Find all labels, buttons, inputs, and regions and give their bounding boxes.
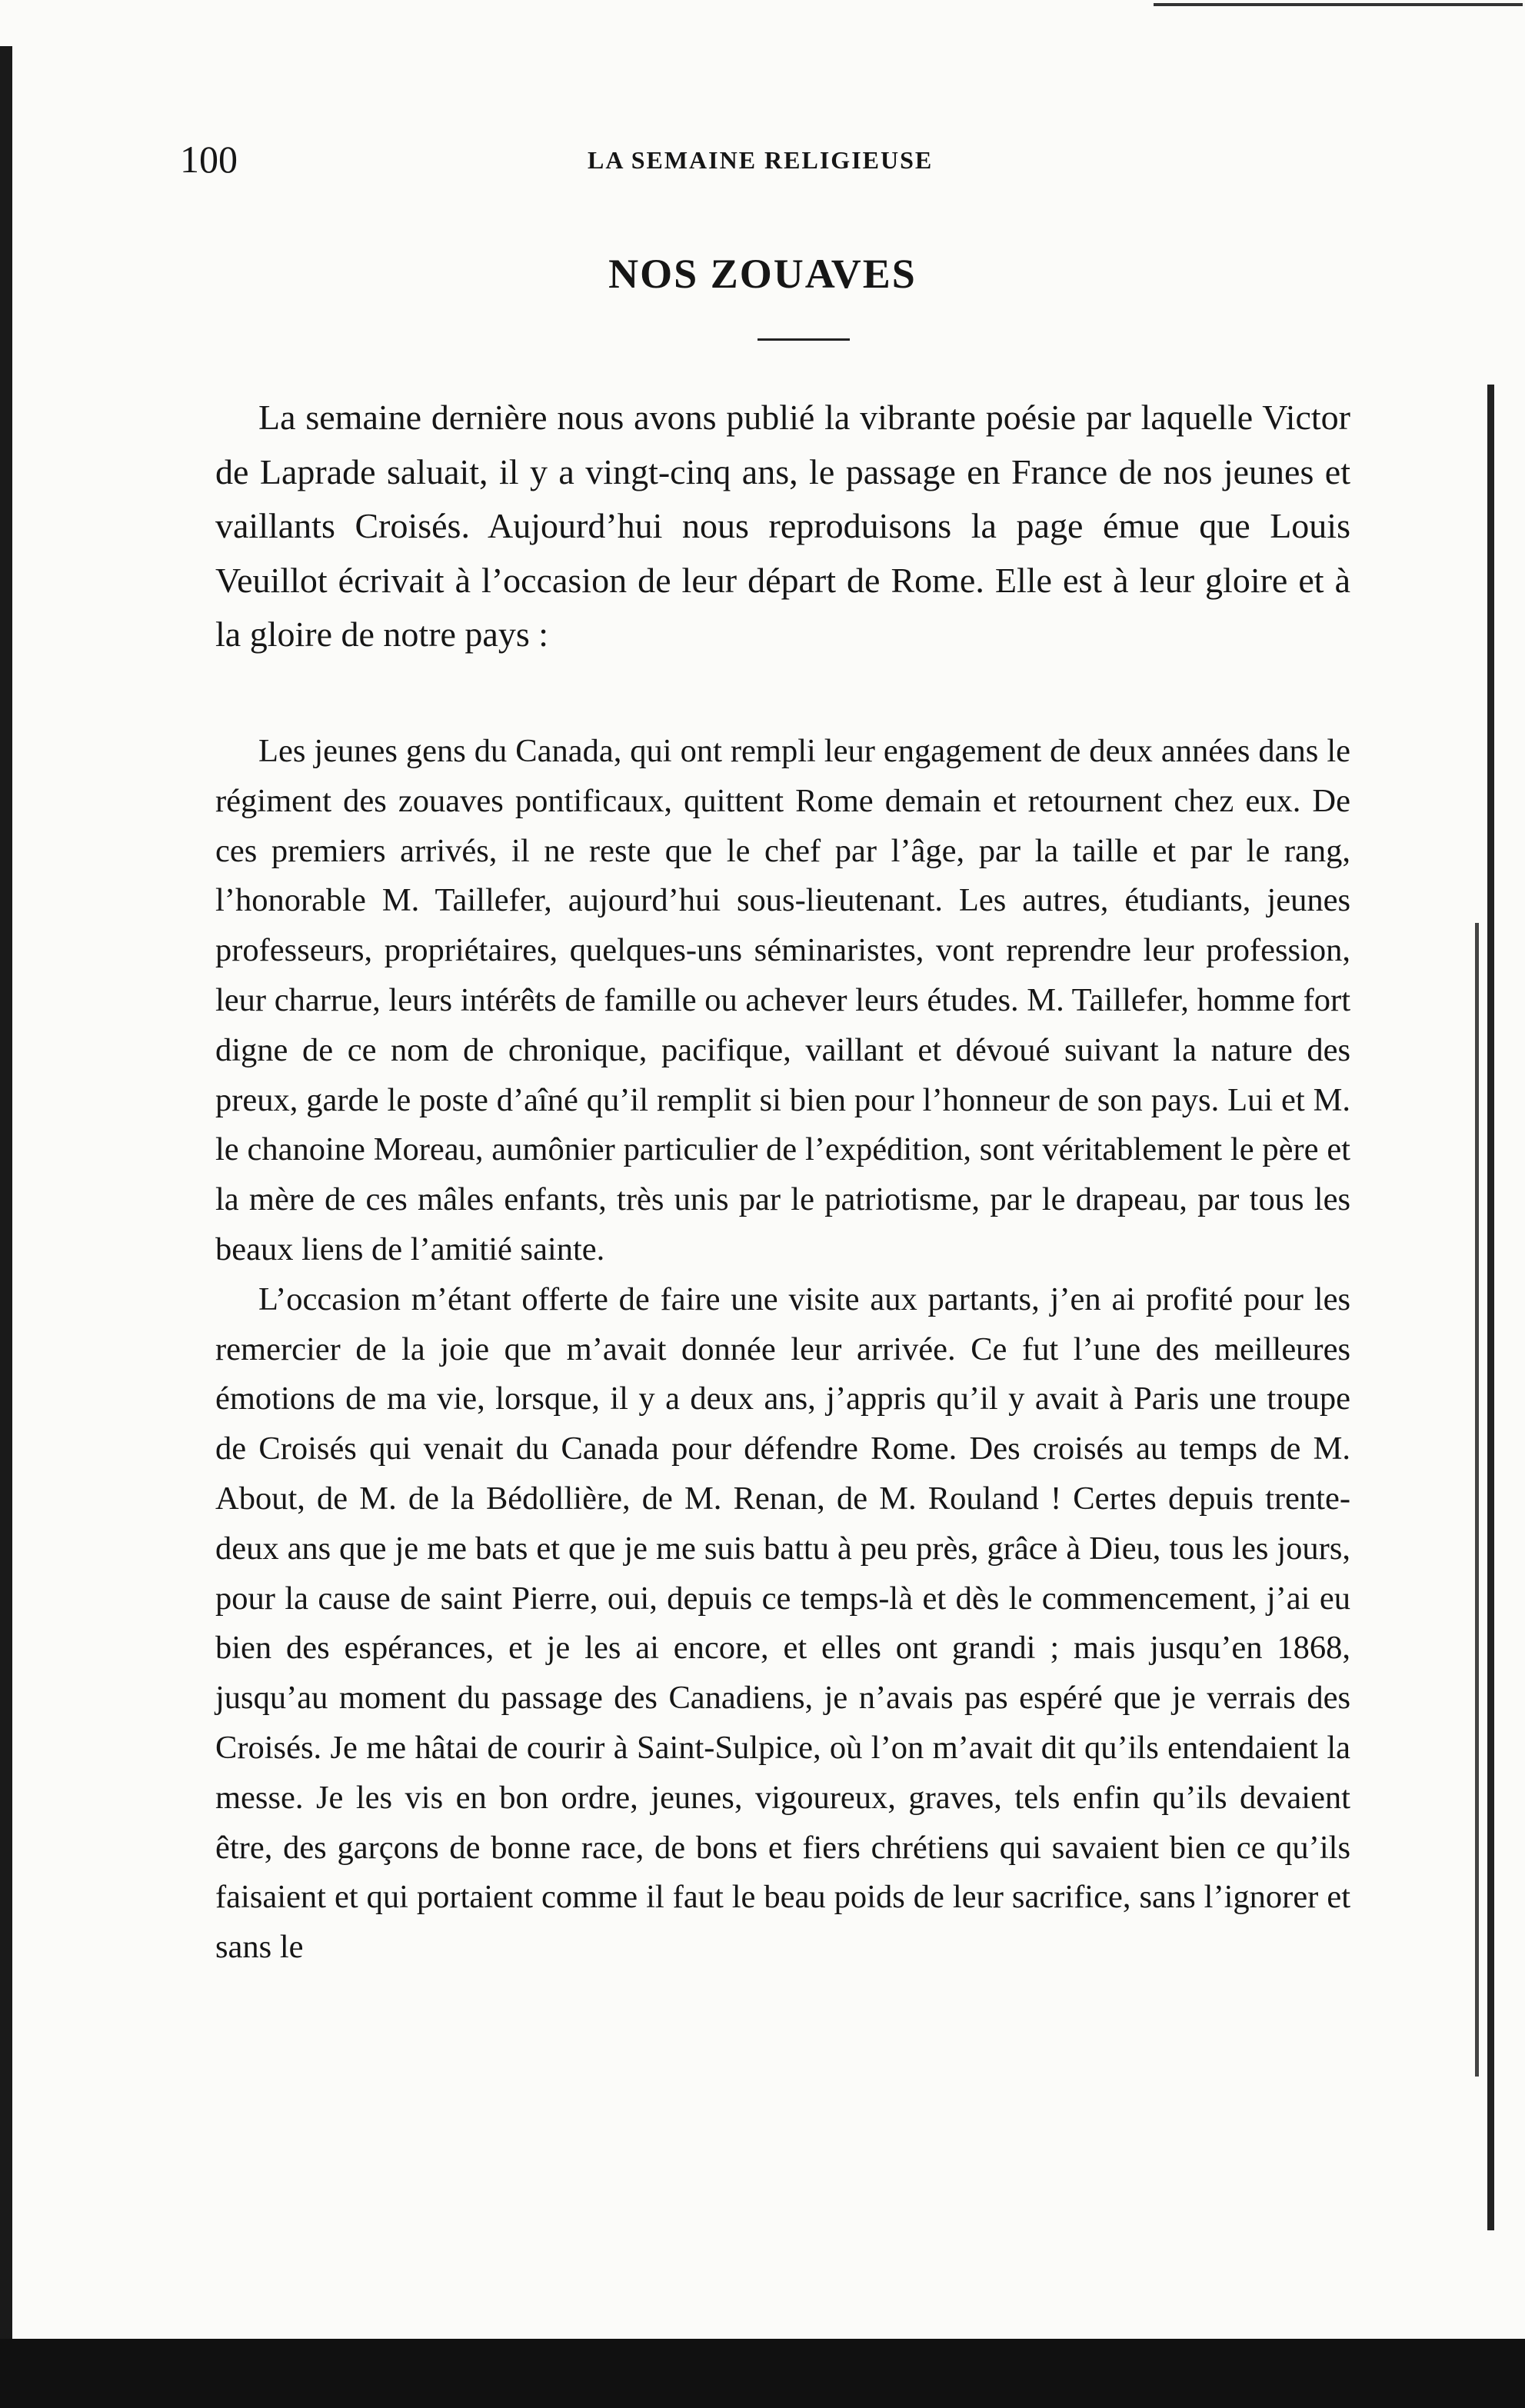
running-head: LA SEMAINE RELIGIEUSE — [588, 146, 934, 174]
page-header — [180, 137, 1371, 183]
page-number: 100 — [180, 138, 238, 181]
scan-right-edge — [1487, 385, 1494, 2230]
scan-top-mark — [1154, 3, 1523, 6]
quoted-text — [215, 727, 1350, 1973]
intro-block — [215, 391, 1350, 662]
quote-paragraph-2: L’occasion m’étant offerte de faire une visite aux partants, j’en ai profité pour les remercier de la joie que m’avait donnée leur arrivée. Ce fut l’une des meilleures émotions de ma vie, lorsque, il y a deux ans, j’appris qu’il y avait à Paris une troupe de Croisés qui venait du Canada pour défendre Rome. Des croisés au temps de M. About, de M. de la Bédollière, de M. Renan, de M. Rouland ! Certes depuis trente-deux ans que je me bats et que je me suis battu à peu près, grâce à Dieu, tous les jours, pour la cause de saint Pierre, oui, depuis ce temps-là et dès le commencement, j’ai eu bien des espérances, et je les ai encore, et elles ont grandi ; mais jusqu’en 1868, jusqu’au moment du passage des Canadiens, je n’avais pas espéré que je verrais des Croisés. Je me hâtai de courir à Saint-Sulpice, où l’on m’avait dit qu’ils entendaient la messe. Je les vis en bon ordre, jeunes, vigoureux, graves, tels enfin qu’ils devaient être, des garçons de bonne race, de bons et fiers chrétiens qui savaient bien ce qu’ils faisaient et qui portaient comme il faut le beau poids de leur sacrifice, sans l’ignorer et sans le — [215, 1281, 1350, 1966]
scan-left-edge — [0, 46, 12, 2408]
title-divider — [758, 338, 850, 341]
scan-right-edge-inner — [1475, 923, 1479, 2077]
article-title: NOS ZOUAVES — [608, 251, 917, 297]
scan-bottom-edge — [0, 2339, 1525, 2408]
quote-paragraph-1: Les jeunes gens du Canada, qui ont rempli leur engagement de deux années dans le régiment des zouaves pontificaux, quittent Rome demain et retournent chez eux. De ces premiers arrivés, il ne reste que le chef par l’âge, par la taille et par le rang, l’honorable M. Taillefer, aujourd’hui sous-lieutenant. Les autres, étudiants, jeunes professeurs, propriétaires, quelques-uns séminaristes, vont reprendre leur profession, leur charrue, leurs intérêts de famille ou achever leurs études. M. Taillefer, homme fort digne de ce nom de chronique, pacifique, vaillant et dévoué suivant la nature des preux, garde le poste d’aîné qu’il remplit si bien pour l’honneur de son pays. Lui et M. le chanoine Moreau, aumônier particulier de l’expédition, sont véritablement le père et la mère de ces mâles enfants, très unis par le patriotisme, par le drapeau, par tous les beaux liens de l’amitié sainte. — [215, 733, 1350, 1267]
intro-paragraph: La semaine dernière nous avons publié la vibrante poésie par laquelle Victor de Laprade saluait, il y a vingt-cinq ans, le passage en France de nos jeunes et vaillants Croisés. Aujourd’hui nous reproduisons la page émue que Louis Veuillot écrivait à l’occasion de leur départ de Rome. Elle est à leur gloire et à la gloire de notre pays : — [215, 398, 1350, 654]
